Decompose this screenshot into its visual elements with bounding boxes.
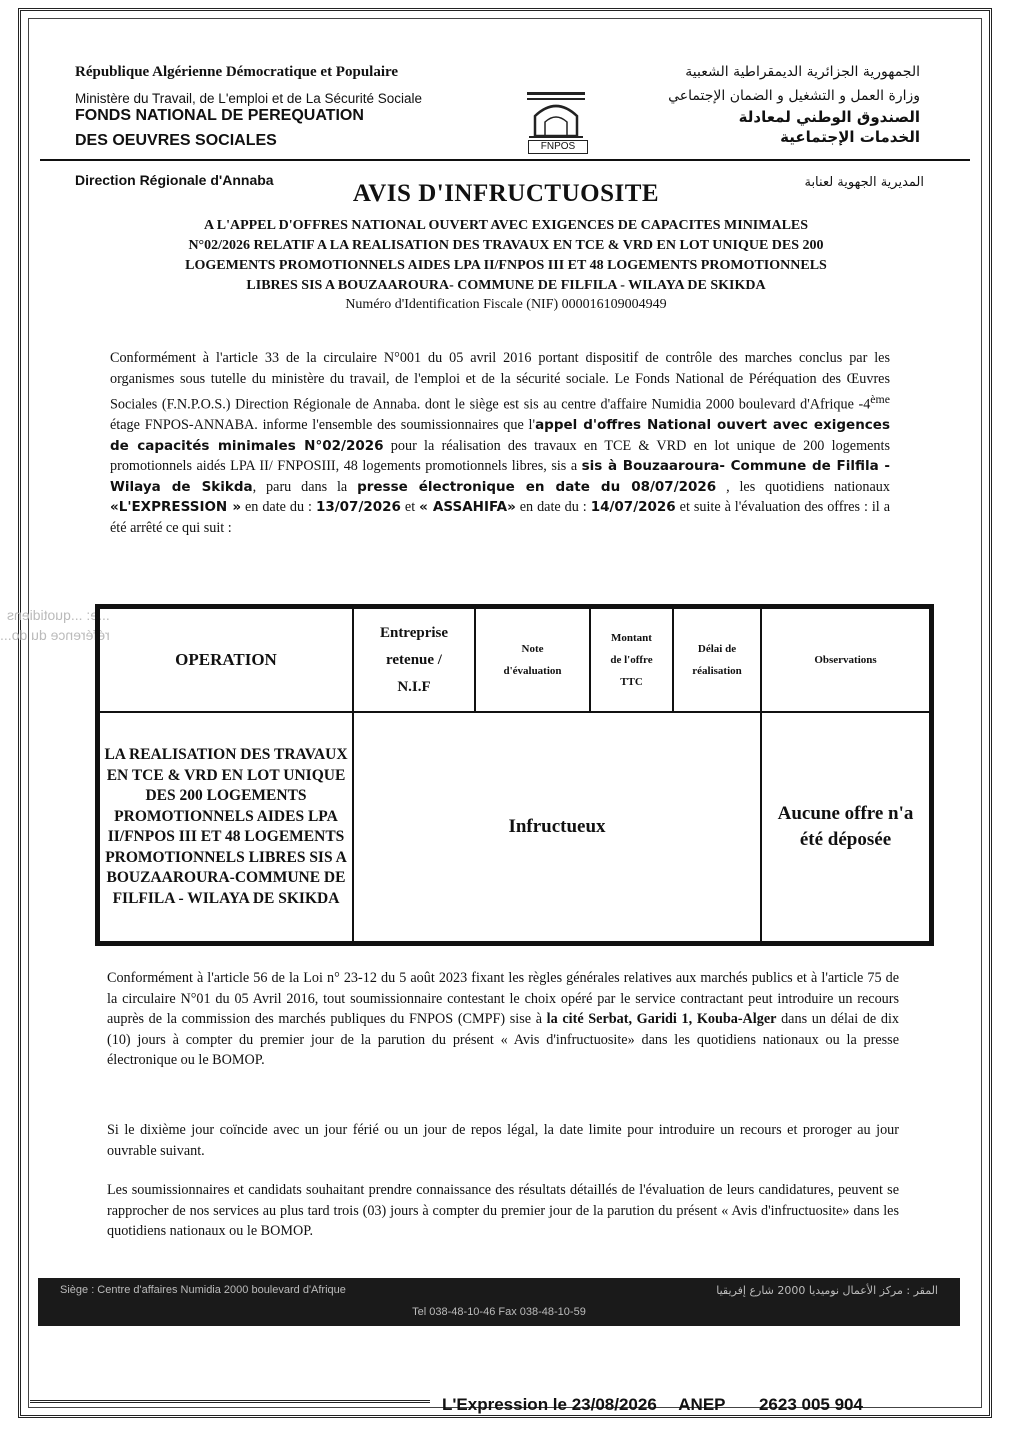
notice-subtitle — [100, 216, 912, 296]
header-delai — [673, 608, 761, 712]
header-text: d'évaluation — [503, 665, 562, 677]
text-run: Conformément à l'article 33 de la circulaire N°001 du 05 avril 2016 portant dispositif de contrôle des marches conclus par les organismes sous tutelle du ministère du travail, de l'emploi et de la sécurité sociale. Le Fonds National de Péréquation des Œuvres Sociales (F.N.P.O.S.) Direction Régionale de Annaba. dont le siège est sis au centre d'affaire Numidia 2000 boulevard d'Afrique -4 — [110, 350, 890, 413]
text-run: dans un délai de dix (10) jours à compter du premier jour de la parution du présent « Avis d'infructuosite» dans les quotidiens nationaux ou la presse électronique ou le BOMOP. — [107, 1011, 899, 1068]
address-ar: المقر : مركز الأعمال نوميديا 2000 شارع إفريقيا — [716, 1284, 938, 1297]
bold-run: 14/07/2026 — [590, 499, 676, 516]
bold-run: « ASSAHIFA» — [419, 499, 516, 516]
subtitle-line: LIBRES SIS A BOUZAAROURA- COMMUNE DE FILFILA - WILAYA DE SKIKDA — [246, 278, 766, 293]
footer-address-bar — [38, 1278, 960, 1326]
bold-run: 13/07/2026 — [315, 499, 401, 516]
appeal-paragraph — [107, 968, 899, 1071]
ministry-ar: وزارة العمل و التشغيل و الضمان الإجتماعي — [668, 88, 920, 104]
cell-result: Infructueux — [353, 712, 761, 942]
ghost-line: ...e: ...quotidiens — [7, 607, 110, 623]
header-text: TTC — [620, 676, 643, 688]
bold-run: presse électronique en date du 08/07/2026 — [357, 478, 717, 495]
text-run: en date du : — [241, 499, 316, 516]
fund-name-ar-line2: الخدمات الإجتماعية — [780, 128, 920, 146]
publication-source: L'Expression le 23/08/2026 — [442, 1395, 657, 1414]
republic-ar: الجمهورية الجزائرية الديمقراطية الشعبية — [685, 64, 920, 80]
results-table — [95, 604, 934, 946]
text-run: pour la réalisation des travaux en TCE & VRD en lot unique de 200 logements promotionnels aidés LPA II/ FNPOSIII, 48 logements promotionnels libres, sis a — [110, 437, 890, 475]
header-note — [475, 608, 590, 712]
direction-fr: Direction Régionale d'Annaba — [75, 172, 274, 188]
cell-observation: Aucune offre n'a été déposée — [761, 712, 930, 942]
ministry-fr: Ministère du Travail, de L'emploi et de La Sécurité Sociale — [75, 91, 423, 106]
holiday-paragraph: Si le dixième jour coïncide avec un jour férié ou un jour de repos légal, la date limite pour introduire un recours et proroger au jour ouvrable suivant. — [107, 1122, 899, 1159]
header-observations: Observations — [761, 608, 930, 712]
subtitle-line: N°02/2026 RELATIF A LA REALISATION DES TRAVAUX EN TCE & VRD EN LOT UNIQUE DES 200 — [188, 238, 824, 253]
republic-fr: République Algérienne Démocratique et Populaire — [75, 64, 399, 80]
direction-ar: المديرية الجهوية لعنابة — [804, 175, 924, 190]
publication-line — [442, 1395, 863, 1415]
text-run: et — [400, 499, 420, 516]
results-paragraph: Les soumissionnaires et candidats souhaitant prendre connaissance des résultats détaillés de l'évaluation de leurs candidatures, peuvent se rapprocher de nos services au plus tard trois (03) jours à compter du premier jour de la parution du présent « Avis d'infructuosite» dans les quotidiens nationaux ou le BOMOP. — [107, 1182, 899, 1239]
publication-agency: ANEP — [678, 1395, 726, 1414]
phone-fax: Tel 038-48-10-46 Fax 038-48-10-59 — [412, 1306, 586, 1318]
header-text: de l'offre — [610, 654, 653, 666]
text-run: , paru dans la — [252, 478, 358, 495]
header-text: Montant — [611, 632, 652, 644]
notice-title: AVIS D'INFRUCTUOSITE — [352, 180, 660, 207]
subtitle-line: LOGEMENTS PROMOTIONNELS AIDES LPA II/FNPOS III ET 48 LOGEMENTS PROMOTIONNELS — [185, 258, 827, 273]
header-text: Délai de — [697, 643, 737, 655]
header-text: réalisation — [692, 665, 742, 677]
text-run: étage FNPOS-ANNABA. informe l'ensemble des soumissionnaires que l' — [110, 417, 536, 434]
publication-number: 2623 005 904 — [758, 1395, 863, 1414]
fund-name-line2: DES OEUVRES SOCIALES — [75, 132, 277, 149]
nif-line: Numéro d'Identification Fiscale (NIF) 000016109004949 — [345, 297, 667, 312]
header-text: N.I.F — [397, 678, 431, 695]
header-right — [600, 64, 920, 146]
header-rule — [40, 159, 970, 161]
table-header-row — [99, 608, 930, 712]
intro-paragraph — [110, 348, 890, 538]
bold-run: la cité Serbat, Garidi 1, Kouba-Alger — [546, 1011, 777, 1027]
superscript: ème — [870, 392, 890, 406]
bold-run: sis à Bouzaaroura- Commune de Filfila - Wilaya de Skikda — [110, 458, 890, 495]
fund-name-ar-line1: الصندوق الوطني لمعادلة — [738, 108, 920, 126]
address-fr: Siège : Centre d'affaires Numidia 2000 boulevard d'Afrique — [60, 1284, 346, 1296]
table-row — [99, 712, 930, 942]
header-montant — [590, 608, 673, 712]
bottom-rule — [30, 1400, 430, 1403]
ghost-line: référence du do... — [0, 627, 110, 643]
fund-name-line1: FONDS NATIONAL DE PEREQUATION — [75, 107, 364, 124]
header-text: retenue / — [386, 651, 442, 668]
text-run: et suite à l'évaluation des offres : il a été arrêté ce qui suit : — [110, 499, 890, 536]
header-operation: OPERATION — [99, 608, 353, 712]
logo-caption: FNPOS — [528, 140, 588, 154]
bleed-through-text — [0, 605, 110, 645]
fnpos-logo-icon — [525, 88, 587, 140]
subtitle-line: A L'APPEL D'OFFRES NATIONAL OUVERT AVEC EXIGENCES DE CAPACITES MINIMALES — [203, 218, 809, 233]
header-left — [75, 64, 515, 150]
header-text: Entreprise — [379, 624, 449, 641]
bold-run: appel d'offres National ouvert avec exigences de capacités minimales N°02/2026 — [110, 417, 891, 454]
header-text: Note — [521, 643, 544, 655]
text-run: , les quotidiens nationaux — [716, 478, 890, 495]
bold-run: «L'EXPRESSION » — [110, 499, 242, 516]
header-entreprise — [353, 608, 475, 712]
text-run: en date du : — [515, 499, 591, 516]
text-run: Conformément à l'article 56 de la Loi n° 23-12 du 5 août 2023 fixant les règles générales relatives aux marchés publics et à l'article 75 de la circulaire N°01 du 05 Avril 2016, tout soumissionnaire contestant le choix opéré par le service contractant peut introduire un recours auprès de la commission des marchés publiques du FNPOS (CMPF) sise à — [107, 970, 899, 1027]
cell-operation: LA REALISATION DES TRAVAUX EN TCE & VRD EN LOT UNIQUE DES 200 LOGEMENTS PROMOTIONNELS AIDES LPA II/FNPOS III ET 48 LOGEMENTS PROMOTIONNELS LIBRES SIS A BOUZAAROURA-COMMUNE DE FILFILA - WILAYA DE SKIKDA — [99, 712, 353, 942]
